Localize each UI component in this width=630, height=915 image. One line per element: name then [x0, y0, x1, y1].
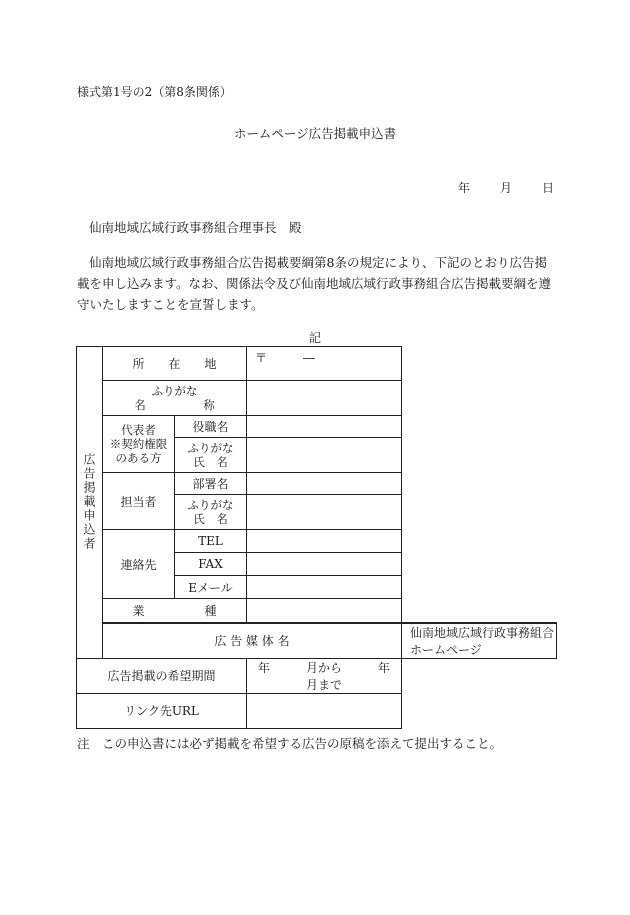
postal-field[interactable]: 〒 ― — [247, 347, 402, 381]
staff-dept-field[interactable] — [247, 473, 402, 495]
url-label: リンク先URL — [77, 693, 247, 728]
fax-field[interactable] — [247, 553, 402, 576]
addressee: 仙南地域広域行政事務組合理事長 殿 — [89, 220, 302, 235]
date-day: 日 — [542, 181, 555, 195]
media-label: 広 告 媒 体 名 — [103, 623, 402, 659]
url-field[interactable] — [247, 693, 402, 728]
rep-furigana-label: ふりがな — [187, 441, 234, 455]
tel-field[interactable] — [247, 530, 402, 553]
date-year: 年 — [458, 181, 471, 195]
name-kanji-label: 名 称 — [134, 398, 215, 412]
rep-line-1: 代表者 — [121, 423, 156, 437]
rep-title-field[interactable] — [247, 416, 402, 438]
rep-name-text: 氏 名 — [193, 455, 228, 469]
period-label: 広告掲載の希望期間 — [77, 658, 247, 693]
rep-name-field[interactable] — [247, 438, 402, 473]
tel-label: TEL — [175, 530, 247, 553]
footnote: 注 この申込書には必ず掲載を希望する広告の原稿を添えて提出すること。 — [77, 736, 503, 751]
industry-label: 業 種 — [103, 599, 247, 623]
industry-field[interactable] — [247, 599, 402, 623]
name-furigana-label: ふりがな — [151, 384, 198, 398]
rep-title-label: 役職名 — [175, 416, 247, 438]
staff-dept-label: 部署名 — [175, 473, 247, 495]
staff-name-field[interactable] — [247, 495, 402, 530]
form-number: 様式第1号の2（第8条関係） — [77, 85, 232, 99]
rep-line-2: ※契約権限 — [109, 437, 168, 451]
email-field[interactable] — [247, 576, 402, 599]
staff-name-text: 氏 名 — [193, 512, 228, 526]
email-label: Eメール — [175, 576, 247, 599]
staff-name-label — [175, 495, 247, 530]
name-label — [103, 381, 247, 416]
document-title: ホームページ広告掲載申込書 — [233, 126, 397, 141]
staff-label: 担当者 — [103, 473, 175, 530]
date-line — [458, 179, 554, 196]
body-paragraph: 仙南地域広域行政事務組合広告掲載要綱第8条の規定により、下記のとおり広告掲載を申し込みます。なお、関係法令及び仙南地域広域行政事務組合広告掲載要綱を遵守いたしますことを宣誓します。 — [77, 255, 552, 312]
staff-furigana-label: ふりがな — [187, 498, 234, 512]
period-value[interactable]: 年 月から 年 月まで — [247, 658, 402, 693]
media-value: 仙南地域広域行政事務組合ホームページ — [402, 623, 557, 659]
application-table — [76, 346, 557, 729]
contact-label: 連絡先 — [103, 530, 175, 599]
rep-name-label — [175, 438, 247, 473]
address-label: 所 在 地 — [103, 347, 247, 381]
applicant-side-label: 広告掲載申込者 — [77, 347, 103, 659]
rep-line-3: のある方 — [115, 451, 162, 465]
ki-heading: 記 — [308, 331, 321, 345]
fax-label: FAX — [175, 553, 247, 576]
representative-label — [103, 416, 175, 473]
date-month: 月 — [500, 181, 513, 195]
name-field[interactable] — [247, 381, 402, 416]
